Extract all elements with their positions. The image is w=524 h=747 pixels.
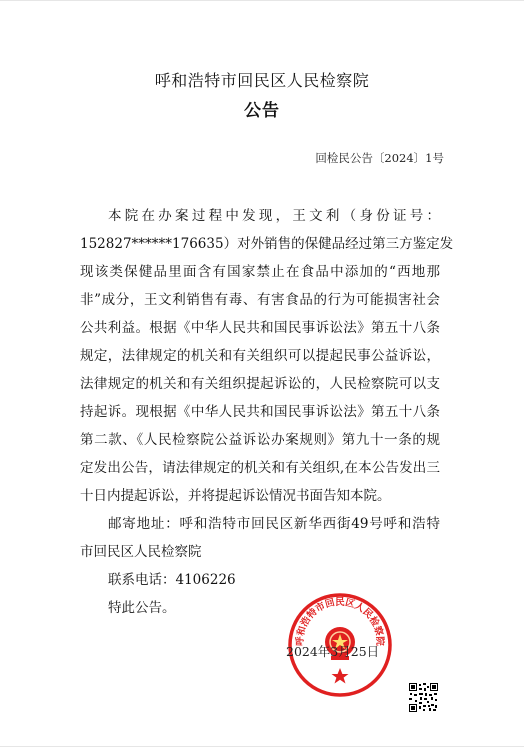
- body-line: 定发出公告，请法律规定的机关和有关组织,在本公告发出三: [80, 460, 440, 476]
- seal-text: 呼和浩特市回民区人民检察院: [294, 597, 386, 647]
- organization-name: 呼和浩特市回民区人民检察院: [154, 71, 370, 90]
- address-line: 市回民区人民检察院: [80, 544, 202, 560]
- qr-code-icon: [409, 683, 438, 712]
- closing-line: 特此公告。: [108, 600, 176, 616]
- body-line: 第二款、《人民检察院公益诉讼办案规则》第九十一条的规: [80, 432, 440, 448]
- body-line: 本院在办案过程中发现，王文利（身份证号：: [108, 208, 440, 224]
- document-number: 回检民公告〔2024〕1号: [315, 151, 444, 165]
- body-line: 现该类保健品里面含有国家禁止在食品中添加的“西地那: [80, 264, 440, 280]
- body-line: 公共利益。根据《中华人民共和国民事诉讼法》第五十八条: [80, 320, 440, 336]
- phone-line: 联系电话：4106226: [108, 572, 236, 588]
- body-line: 十日内提起诉讼，并将提起诉讼情况书面告知本院。: [80, 488, 391, 504]
- address-line: 邮寄地址：呼和浩特市回民区新华西街49号呼和浩特: [108, 516, 440, 532]
- body-line: 法律规定的机关和有关组织提起诉讼的，人民检察院可以支: [80, 376, 440, 392]
- body-line: 持起诉。现根据《中华人民共和国民事诉讼法》第五十八条: [80, 404, 440, 420]
- body-line: 152827******176635）对外销售的保健品经过第三方鉴定发: [80, 236, 454, 252]
- body-line: 规定，法律规定的机关和有关组织可以提起民事公益诉讼，: [80, 348, 440, 364]
- page-top-edge: [0, 0, 524, 1]
- notice-date: 2024年3月25日: [286, 644, 380, 659]
- seal-star-icon: [332, 668, 349, 684]
- notice-title: 公告: [244, 101, 280, 121]
- body-line: 非”成分，王文利销售有毒、有害食品的行为可能损害社会: [80, 292, 440, 308]
